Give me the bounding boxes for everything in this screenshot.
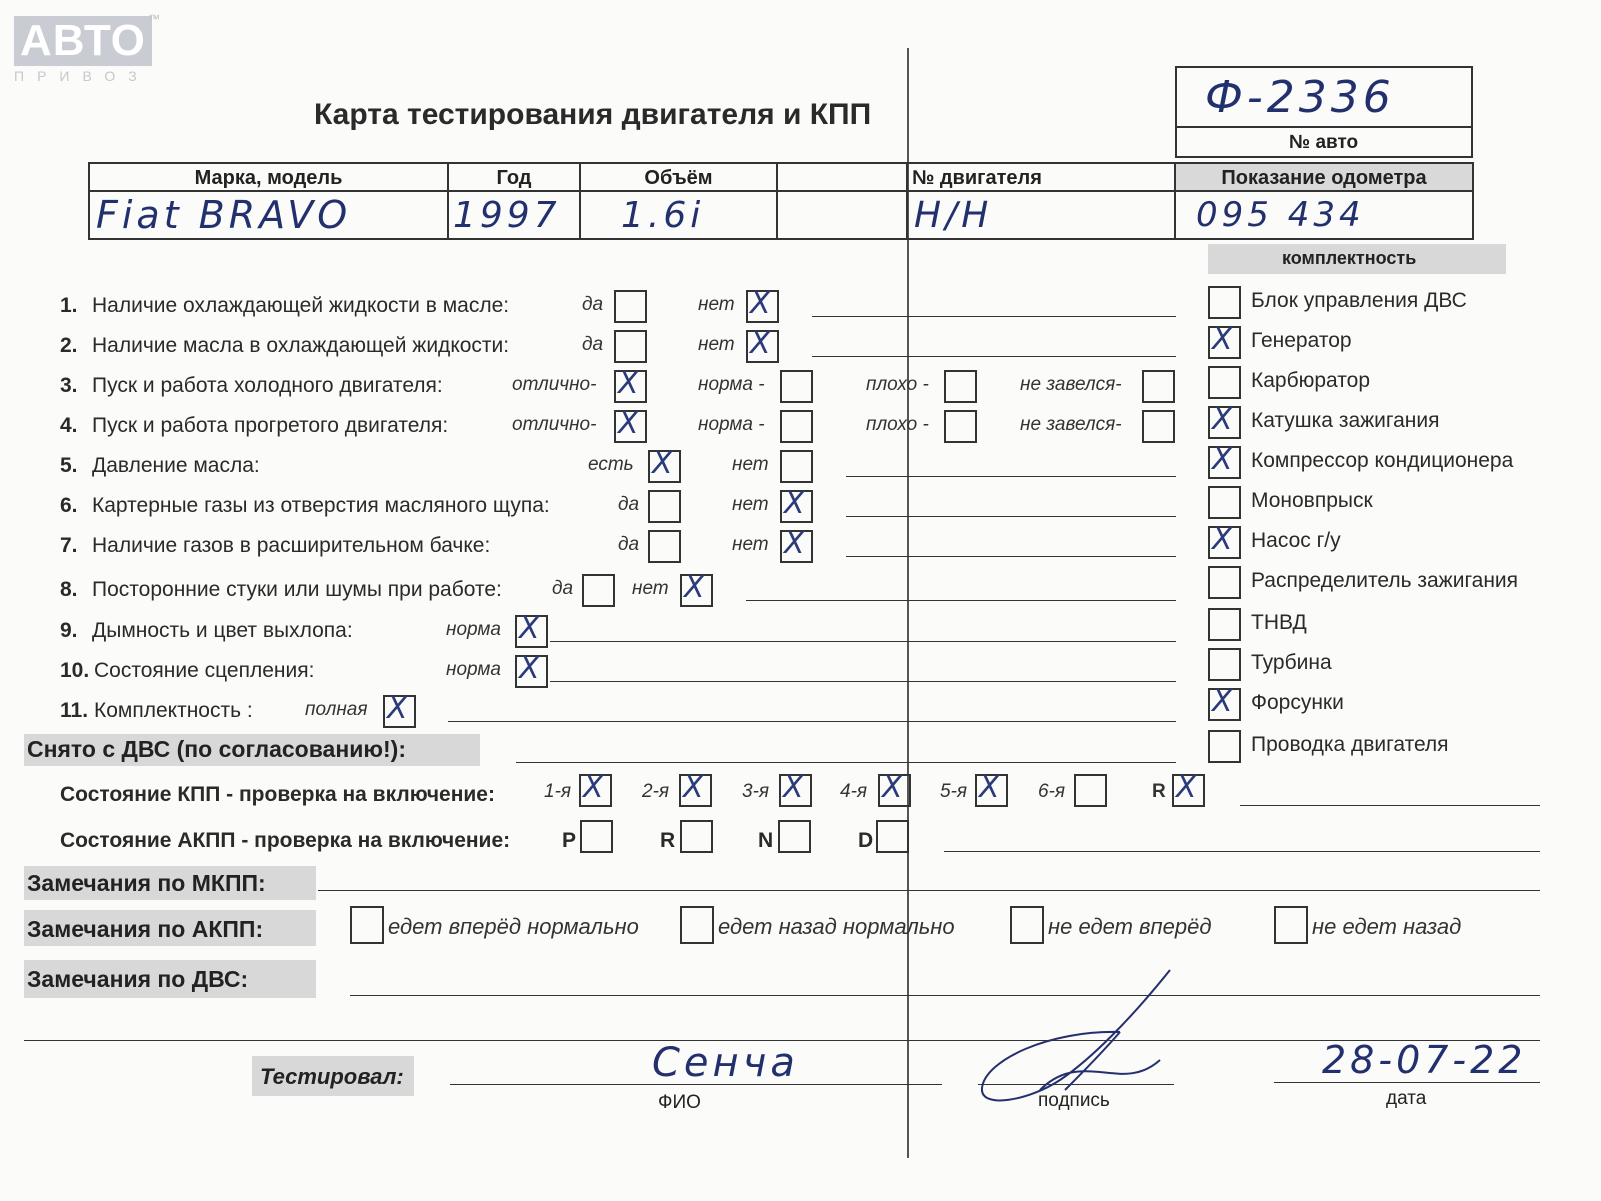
check-mark-icon: X (618, 406, 639, 441)
check-option-label: норма (446, 659, 501, 680)
akpp-gear-2-checkbox[interactable] (680, 820, 713, 853)
check-1-option-1-checkbox[interactable] (614, 290, 647, 323)
check-option-label: плохо - (866, 414, 929, 435)
completeness-checkbox-3[interactable] (1208, 366, 1241, 399)
year-value: 1997 (453, 194, 561, 236)
logo (14, 12, 160, 84)
akpp-gear-label: R (660, 829, 676, 852)
completeness-item-label: Компрессор кондиционера (1251, 449, 1514, 472)
car-id-label: № авто (1289, 132, 1359, 153)
completeness-checkbox-12[interactable] (1208, 730, 1241, 763)
check-option-label: есть (588, 454, 634, 475)
mkpp-label: Состояние КПП - проверка на включение: (60, 783, 495, 806)
akpp-remark-option-3-checkbox[interactable] (1010, 906, 1044, 944)
check-option-label: нет (732, 454, 769, 475)
remarks-akpp-label: Замечания по АКПП: (27, 916, 264, 942)
check-mark-icon: X (583, 770, 604, 805)
fio-label: ФИО (658, 1092, 701, 1113)
akpp-remark-option-label: не едет вперёд (1048, 914, 1212, 939)
check-mark-icon: X (684, 570, 705, 605)
page-title: Карта тестирования двигателя и КПП (314, 98, 872, 131)
check-mark-icon: X (1212, 684, 1233, 719)
check-label: Комплектность : (94, 699, 253, 722)
completeness-item-label: Катушка зажигания (1251, 409, 1440, 432)
akpp-remark-option-label: не едет назад (1312, 914, 1462, 939)
check-option-label: норма - (698, 414, 765, 435)
remarks-dvs-label: Замечания по ДВС: (27, 966, 249, 992)
akpp-gear-4-checkbox[interactable] (876, 820, 909, 853)
date-value: 28-07-22 (1322, 1038, 1527, 1082)
check-3-option-2-checkbox[interactable] (780, 370, 813, 403)
date-label: дата (1386, 1088, 1427, 1109)
check-4-option-2-checkbox[interactable] (780, 410, 813, 443)
check-option-label: да (552, 578, 574, 599)
check-option-label: да (582, 294, 604, 315)
check-option-label: плохо - (866, 374, 929, 395)
check-mark-icon: X (784, 486, 805, 521)
check-10-option-1-checkbox[interactable] (515, 651, 548, 688)
akpp-remark-option-1-checkbox[interactable] (350, 906, 384, 944)
check-label: Пуск и работа холодного двигателя: (92, 374, 443, 397)
completeness-checkbox-6[interactable] (1208, 486, 1241, 519)
check-number: 1. (60, 294, 78, 317)
completeness-checkbox-8[interactable] (1208, 566, 1241, 599)
completeness-item-label: Насос г/у (1251, 529, 1341, 552)
check-option-label: да (582, 334, 604, 355)
check-option-label: да (618, 494, 640, 515)
completeness-item-label: Генератор (1251, 329, 1352, 352)
completeness-checkbox-2[interactable] (1208, 322, 1241, 359)
check-option-label: нет (698, 294, 735, 315)
check-option-label: нет (732, 534, 769, 555)
mkpp-gear-label: 4-я (840, 781, 868, 802)
tested-name-value: Сенча (652, 1040, 799, 1086)
mkpp-gear-7-checkbox[interactable] (1172, 770, 1205, 807)
check-number: 10. (60, 659, 90, 682)
mkpp-gear-label: 3-я (742, 781, 770, 802)
check-mark-icon: X (618, 366, 639, 401)
check-mark-icon: X (1212, 402, 1233, 437)
check-mark-icon: X (750, 286, 771, 321)
check-option-label: нет (698, 334, 735, 355)
check-mark-icon: X (1212, 522, 1233, 557)
odometer-value: 095 434 (1196, 195, 1365, 235)
check-1-option-2-checkbox[interactable] (746, 286, 779, 323)
mkpp-gear-1-checkbox[interactable] (579, 770, 612, 807)
check-label: Пуск и работа прогретого двигателя: (92, 414, 449, 437)
check-number: 5. (60, 454, 78, 477)
logo-main: АВТО (14, 16, 152, 66)
check-3-option-3-checkbox[interactable] (944, 370, 977, 403)
check-option-label: отлично- (512, 414, 597, 435)
akpp-remark-option-4-checkbox[interactable] (1274, 906, 1308, 944)
mkpp-gear-label: 5-я (940, 781, 968, 802)
check-option-label: нет (632, 578, 669, 599)
check-7-option-2-checkbox[interactable] (780, 526, 813, 563)
check-label: Давление масла: (92, 454, 260, 477)
check-5-option-1-checkbox[interactable] (648, 446, 681, 483)
completeness-checkbox-5[interactable] (1208, 442, 1241, 479)
check-label: Посторонние стуки или шумы при работе: (92, 578, 502, 601)
completeness-checkbox-9[interactable] (1208, 608, 1241, 641)
check-number: 8. (60, 578, 78, 601)
logo-sub: ПРИВОЗ (14, 68, 150, 84)
akpp-remark-option-label: едет назад нормально (718, 914, 955, 939)
check-label: Наличие газов в расширительном бачке: (92, 534, 491, 557)
completeness-item-label: Форсунки (1251, 691, 1344, 714)
check-number: 4. (60, 414, 78, 437)
engine-no-value: Н/Н (914, 194, 993, 236)
header-table (88, 162, 1474, 240)
check-8-option-2-checkbox[interactable] (680, 570, 713, 607)
check-mark-icon: X (1212, 442, 1233, 477)
completeness-item-label: Проводка двигателя (1251, 733, 1449, 756)
check-option-label: нет (732, 494, 769, 515)
mkpp-gear-label: 1-я (544, 781, 572, 802)
check-mark-icon: X (979, 770, 1000, 805)
signature-scribble (970, 960, 1190, 1130)
check-mark-icon: X (784, 526, 805, 561)
check-8-option-1-checkbox[interactable] (582, 574, 615, 607)
check-3-option-4-checkbox[interactable] (1142, 370, 1175, 403)
check-2-option-2-checkbox[interactable] (746, 326, 779, 363)
check-mark-icon: X (1212, 322, 1233, 357)
check-mark-icon: X (387, 691, 408, 726)
remarks-mkpp-label: Замечания по МКПП: (27, 870, 266, 896)
akpp-gear-label: D (858, 829, 874, 852)
check-4-option-3-checkbox[interactable] (944, 410, 977, 443)
check-2-option-1-checkbox[interactable] (614, 330, 647, 363)
tested-label: Тестировал: (260, 1064, 404, 1089)
check-11-option-1-checkbox[interactable] (383, 691, 416, 728)
check-option-label: норма (446, 619, 501, 640)
check-mark-icon: X (519, 611, 540, 646)
check-mark-icon: X (683, 770, 704, 805)
completeness-checkbox-1[interactable] (1208, 286, 1241, 319)
check-option-label: не завелся- (1020, 414, 1122, 435)
completeness-item-label: Моновпрыск (1251, 489, 1373, 512)
check-number: 11. (60, 699, 89, 722)
check-number: 7. (60, 534, 78, 557)
car-id-value: Ф-2336 (1205, 72, 1395, 123)
check-option-label: полная (305, 699, 368, 720)
completeness-item-label: Блок управления ДВС (1251, 289, 1467, 312)
mkpp-gear-6-checkbox[interactable] (1074, 774, 1107, 807)
volume-value: 1.6i (621, 194, 705, 236)
mkpp-gear-5-checkbox[interactable] (975, 770, 1008, 807)
check-9-option-1-checkbox[interactable] (515, 611, 548, 648)
check-mark-icon: X (652, 446, 673, 481)
check-option-label: да (618, 534, 640, 555)
completeness-checkbox-4[interactable] (1208, 402, 1241, 439)
completeness-item-label: Турбина (1251, 651, 1332, 674)
check-mark-icon: X (519, 651, 540, 686)
check-mark-icon: X (1176, 770, 1197, 805)
mkpp-gear-label: 2-я (642, 781, 670, 802)
check-4-option-1-checkbox[interactable] (614, 406, 647, 443)
check-option-label: отлично- (512, 374, 597, 395)
akpp-gear-3-checkbox[interactable] (778, 820, 811, 853)
check-label: Состояние сцепления: (94, 659, 315, 682)
akpp-label: Состояние АКПП - проверка на включение: (60, 829, 511, 852)
akpp-gear-label: N (758, 829, 774, 852)
check-label: Наличие охлаждающей жидкости в масле: (92, 294, 510, 317)
check-mark-icon: X (750, 326, 771, 361)
check-3-option-1-checkbox[interactable] (614, 366, 647, 403)
completeness-title: комплектность (1282, 248, 1417, 268)
check-7-option-1-checkbox[interactable] (648, 530, 681, 563)
car-id-box (1175, 66, 1473, 158)
akpp-remark-option-label: едет вперёд нормально (388, 914, 639, 939)
mkpp-gear-label: 6-я (1038, 781, 1066, 802)
check-number: 3. (60, 374, 78, 397)
akpp-remark-option-2-checkbox[interactable] (680, 906, 714, 944)
check-mark-icon: X (882, 770, 903, 805)
check-mark-icon: X (783, 770, 804, 805)
check-5-option-2-checkbox[interactable] (780, 450, 813, 483)
check-number: 2. (60, 334, 78, 357)
mkpp-gear-4-checkbox[interactable] (878, 770, 911, 807)
check-number: 9. (60, 619, 78, 642)
odometer-label: Показание одометра (1221, 167, 1427, 189)
year-label: Год (496, 167, 532, 189)
logo-tm: ™ (148, 12, 160, 26)
check-label: Наличие масла в охлаждающей жидкости: (92, 334, 510, 357)
removed-label: Снято с ДВС (по согласованию!): (27, 736, 406, 762)
completeness-item-label: ТНВД (1251, 611, 1307, 634)
engine-no-label: № двигателя (912, 167, 1042, 189)
completeness-checkbox-11[interactable] (1208, 684, 1241, 721)
make-value: Fiat BRAVO (96, 193, 352, 237)
check-label: Картерные газы из отверстия масляного щупа: (92, 494, 550, 517)
signature-label: подпись (1038, 1090, 1110, 1111)
make-label: Марка, модель (194, 167, 343, 189)
check-option-label: норма - (698, 374, 765, 395)
completeness-item-label: Распределитель зажигания (1251, 569, 1519, 592)
check-4-option-4-checkbox[interactable] (1142, 410, 1175, 443)
akpp-gear-1-checkbox[interactable] (580, 820, 613, 853)
mkpp-gear-label: R (1152, 781, 1166, 802)
completeness-checkbox-7[interactable] (1208, 522, 1241, 559)
mkpp-gear-2-checkbox[interactable] (679, 770, 712, 807)
check-6-option-2-checkbox[interactable] (780, 486, 813, 523)
check-6-option-1-checkbox[interactable] (648, 490, 681, 523)
akpp-gear-label: P (562, 829, 577, 852)
completeness-checkbox-10[interactable] (1208, 648, 1241, 681)
mkpp-gear-3-checkbox[interactable] (779, 770, 812, 807)
check-label: Дымность и цвет выхлопа: (92, 619, 353, 642)
check-number: 6. (60, 494, 78, 517)
check-option-label: не завелся- (1020, 374, 1122, 395)
completeness-item-label: Карбюратор (1251, 369, 1371, 392)
volume-label: Объём (644, 167, 713, 189)
